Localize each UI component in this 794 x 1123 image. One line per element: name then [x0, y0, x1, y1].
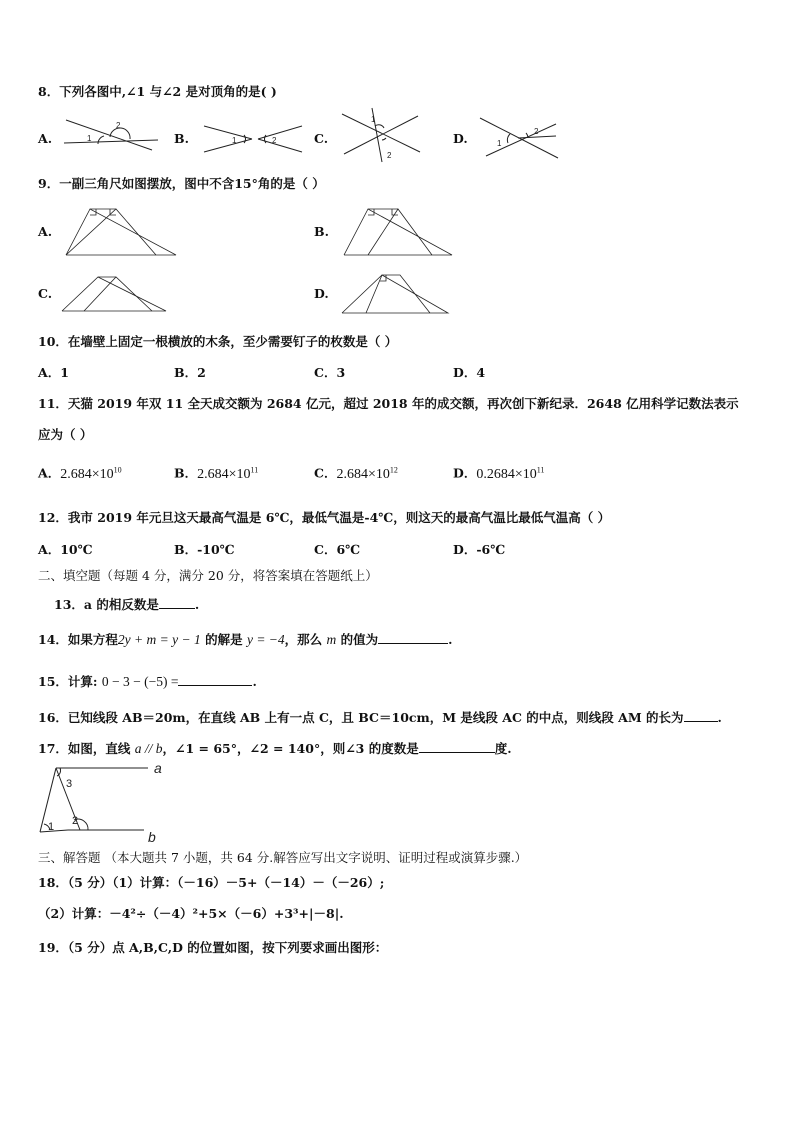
q17-angle1-label: 1: [48, 821, 55, 833]
q8-figure-c: [342, 108, 422, 164]
q11-option-b-mantissa: 2.684×10: [197, 466, 251, 482]
q9-figure-b: [342, 207, 454, 257]
q15-pre: 15．计算:: [38, 674, 102, 689]
q8-b-angle2-label: 2: [272, 136, 277, 145]
q14-variable: m: [326, 632, 337, 647]
q13-line: [54, 596, 199, 613]
q11-option-d[interactable]: [453, 462, 544, 483]
q17-angle2-label: 2: [72, 815, 79, 827]
q13-text: 13．a 的相反数是: [54, 597, 159, 612]
q16-end: .: [717, 710, 722, 725]
q8-b-angle1-label: 1: [232, 136, 237, 145]
q8-d-angle1-label: 1: [497, 139, 502, 148]
q8-figure-b: [204, 124, 304, 154]
q8-option-c[interactable]: C.: [314, 131, 329, 146]
q10-option-a[interactable]: A．1: [38, 365, 69, 380]
q17-angle3-label: 3: [66, 778, 73, 790]
q17-line-a-label: a: [154, 760, 162, 776]
q14-line: [38, 631, 453, 648]
q14-pre: 14．如果方程: [38, 632, 118, 647]
q11-option-c-mantissa: 2.684×10: [336, 466, 390, 482]
q8-a-angle1-label: 1: [87, 134, 92, 143]
q17-line-b-label: b: [148, 829, 156, 845]
q8-option-b[interactable]: B.: [174, 131, 189, 146]
q11-option-c[interactable]: [314, 462, 398, 483]
q11-stem-line2: 应为（ ）: [38, 427, 93, 442]
q17-end: 度.: [494, 741, 512, 756]
q12-stem: 12．我市 2019 年元旦这天最高气温是 6℃，最低气温是-4℃，则这天的最高气温比最低气温高（ ）: [38, 510, 611, 525]
q12-option-c[interactable]: C．6℃: [314, 542, 361, 557]
q8-a-angle2-label: 2: [116, 121, 121, 130]
q11-option-d-exponent: 11: [536, 465, 545, 474]
section3-title: 三、解答题 （本大题共 7 小题，共 64 分.解答应写出文字说明、证明过程或演算步骤.）: [38, 850, 528, 865]
q11-option-a-mantissa: 2.684×10: [60, 466, 114, 482]
q8-figure-d: [480, 116, 560, 160]
q19-stem: 19．（5 分）点 A,B,C,D 的位置如图，按下列要求画出图形：: [38, 940, 388, 955]
section2-title: 二、填空题（每题 4 分，满分 20 分，将答案填在答题纸上）: [38, 568, 378, 583]
q15-expression: 0 − 3 − (−5) =: [101, 674, 179, 689]
q11-stem-line1: 11．天猫 2019 年双 11 全天成交额为 2684 亿元，超过 2018 年的成交额，再次创下新纪录．2648 亿用科学记数法表示: [38, 396, 739, 411]
q17-line: [38, 740, 512, 757]
q14-post2: 的值为: [336, 632, 379, 647]
q9-figure-d: [342, 273, 450, 315]
q8-d-angle2-label: 2: [534, 127, 539, 136]
q14-mid: 的解是: [200, 632, 247, 647]
q8-c-angle1-label: 1: [371, 115, 376, 124]
q17-figure: [34, 762, 170, 844]
q10-option-c[interactable]: C．3: [314, 365, 346, 380]
q14-equation: 2y + m = y − 1: [117, 632, 201, 647]
q12-option-d[interactable]: D．-6℃: [453, 542, 506, 557]
q11-option-d-mantissa: 0.2684×10: [476, 466, 537, 482]
q9-option-b[interactable]: B.: [314, 224, 329, 239]
q11-option-b[interactable]: [174, 462, 258, 483]
q8-stem: 8．下列各图中,∠1 与∠2 是对顶角的是( ): [38, 84, 277, 99]
q15-line: [38, 673, 257, 690]
q8-option-a[interactable]: A.: [38, 131, 53, 146]
q17-mid: ，∠1 = 65°，∠2 = 140°，则∠3 的度数是: [162, 741, 419, 756]
q10-option-b[interactable]: B．2: [174, 365, 206, 380]
q15-answer-blank[interactable]: [178, 673, 252, 686]
q9-figure-a: [66, 205, 178, 257]
q16-answer-blank[interactable]: [684, 709, 718, 722]
q10-stem: 10．在墙壁上固定一根横放的木条，至少需要钉子的枚数是（ ）: [38, 334, 398, 349]
q11-option-a-label: A．: [38, 465, 61, 481]
q18-line1: 18．（5 分）（1）计算：（－16）－5+（－14）－（－26）;: [38, 875, 385, 890]
q16-line: [38, 709, 722, 726]
q18-line2: （2）计算：－4²÷（－4）²+5×（－6）+3³+|－8|.: [38, 906, 344, 921]
q9-figure-c: [62, 275, 168, 313]
q11-option-b-label: B．: [174, 465, 198, 481]
q11-option-b-exponent: 11: [250, 465, 259, 474]
q10-option-d[interactable]: D．4: [453, 365, 486, 380]
q9-stem: 9．一副三角尺如图摆放，图中不含15°角的是（ ）: [38, 176, 325, 191]
q12-option-b[interactable]: B．-10℃: [174, 542, 235, 557]
q14-solution: y = −4: [246, 632, 285, 647]
q11-option-d-label: D．: [453, 465, 477, 481]
q17-parallel: a // b: [134, 741, 163, 756]
q14-answer-blank[interactable]: [378, 631, 448, 644]
q15-end: .: [252, 674, 257, 689]
q12-option-a[interactable]: A．10℃: [38, 542, 93, 557]
q17-answer-blank[interactable]: [419, 740, 495, 753]
q9-option-c[interactable]: C.: [38, 286, 53, 301]
q9-option-d[interactable]: D.: [314, 286, 329, 301]
q11-option-c-label: C．: [314, 465, 337, 481]
q14-end: .: [448, 632, 453, 647]
q13-end: .: [194, 597, 200, 612]
q14-post: ，那么: [284, 632, 327, 647]
q13-answer-blank[interactable]: [159, 596, 195, 609]
q16-text: 16．已知线段 AB＝20m，在直线 AB 上有一点 C，且 BC＝10cm，M 是线段 AC 的中点，则线段 AM 的长为: [38, 710, 684, 725]
q9-option-a[interactable]: A.: [38, 224, 53, 239]
q17-pre: 17．如图，直线: [38, 741, 135, 756]
q11-option-a[interactable]: [38, 462, 122, 483]
q11-option-c-exponent: 12: [389, 465, 398, 474]
q8-figure-a: [64, 116, 160, 152]
q11-option-a-exponent: 10: [113, 465, 122, 474]
q8-c-angle2-label: 2: [387, 151, 392, 160]
q8-option-d[interactable]: D.: [453, 131, 468, 146]
